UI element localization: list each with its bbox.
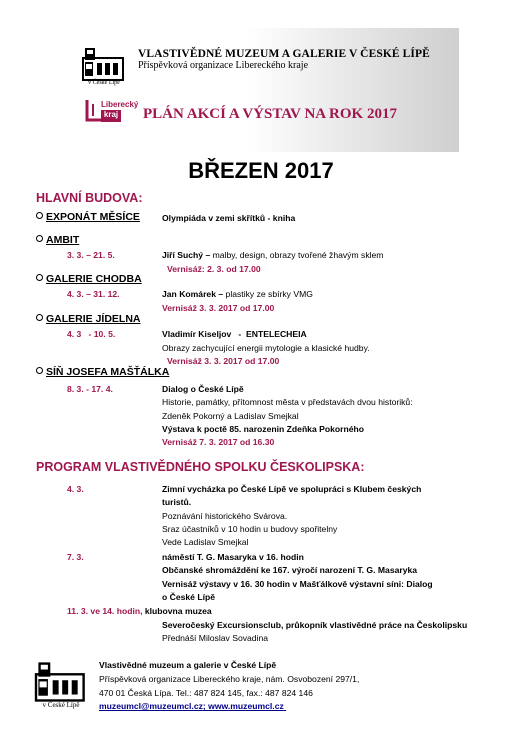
chodba-artist: Jan Komárek – (162, 289, 224, 299)
category-label: GALERIE CHODBA (46, 273, 142, 285)
event1-line1: Zimní vycházka po České Lípě ve spolupráci s Klubem českých (162, 484, 422, 494)
event1-line3: Sraz účastníků v 10 hodin u budovy spořitelny (162, 524, 338, 534)
event1-line1b: turistů. (162, 497, 192, 507)
bullet-icon (36, 274, 43, 281)
link-tail (284, 701, 286, 711)
event3-line2: Přednáší Miloslav Sovadina (162, 633, 269, 643)
category-exponat (36, 211, 140, 223)
ambit-line1 (162, 250, 383, 260)
museum-subtitle: Příspěvková organizace Libereckého kraje (138, 60, 309, 71)
section-hlavni-budova: HLAVNÍ BUDOVA: (36, 191, 143, 205)
event2-line2: Občanské shromáždění ke 167. výročí narození T. G. Masaryka (162, 565, 418, 575)
jidelna-line2: Obrazy zachycující energii mytologie a klasické hudby. (162, 343, 370, 353)
web-link[interactable]: www.muzeumcl.cz (208, 701, 284, 711)
category-ambit (36, 234, 79, 246)
exponat-text: Olympiáda v zemi skřítků - kniha (162, 213, 296, 223)
category-sin-josefa-mastalka (36, 366, 169, 378)
event2-date: 7. 3. (67, 552, 84, 562)
sin-line2: Historie, památky, přítomnost města v představách dvou historiků: (162, 397, 413, 407)
bullet-icon (36, 367, 43, 374)
bullet-icon (36, 212, 43, 219)
chodba-desc: plastiky ze sbírky VMG (223, 289, 313, 299)
ambit-artist: Jiří Suchý – (162, 250, 211, 260)
month-title: BŘEZEN 2017 (188, 158, 334, 183)
event2-line3: Vernisáž výstavy v 16. 30 hodin v Mašťálkově výstavní síni: Dialog (162, 579, 433, 589)
bullet-icon (36, 235, 43, 242)
footer-logo-caption: v České Lípě (42, 701, 80, 709)
chodba-line1 (162, 289, 313, 299)
footer-line3: 470 01 Česká Lípa. Tel.: 487 824 145, fax.: 487 824 146 (99, 688, 313, 698)
logo-caption: v České Lípě (88, 80, 120, 86)
museum-title: VLASTIVĚDNÉ MUZEUM A GALERIE V ČESKÉ LÍPĚ (138, 48, 430, 60)
event3-place: klubovna muzea (142, 606, 212, 616)
event1-line4: Vede Ladislav Smejkal (162, 537, 249, 547)
plan-title: PLÁN AKCÍ A VÝSTAV NA ROK 2017 (143, 106, 397, 122)
museum-logo (80, 46, 128, 88)
category-label: GALERIE JÍDELNA (46, 313, 141, 325)
chodba-vernisaz: Vernisáž 3. 3. 2017 od 17.00 (162, 303, 275, 313)
sin-line4: Výstava k poctě 85. narozenin Zdeňka Pokorného (162, 424, 365, 434)
ambit-vernisaz: Vernisáž: 2. 3. od 17.00 (167, 264, 261, 274)
bullet-icon (36, 314, 43, 321)
lk-logo-line1: Liberecký (101, 100, 139, 109)
ambit-desc: malby, design, obrazy tvořené žhavým sklem (210, 250, 384, 260)
ambit-date: 3. 3. – 21. 5. (67, 250, 115, 260)
chodba-date: 4. 3. – 31. 12. (67, 289, 120, 299)
event1-date: 4. 3. (67, 484, 84, 494)
header-banner (73, 28, 459, 152)
lk-logo-line2: kraj (101, 110, 121, 122)
event3-line1: Severočeský Excursionsclub, průkopník vlastivědné práce na Českolipsku (162, 620, 468, 630)
jidelna-date: 4. 3 - 10. 5. (67, 329, 116, 339)
footer-museum-logo (32, 660, 90, 710)
category-label: EXPONÁT MĚSÍCE (46, 211, 140, 223)
category-galerie-chodba (36, 273, 142, 285)
event3-date-time: 11. 3. ve 14. hodin, (67, 606, 143, 616)
section-program-spolku: PROGRAM VLASTIVĚDNÉHO SPOLKU ČESKOLIPSKA: (36, 460, 365, 474)
email-link[interactable]: muzeumcl@muzeumcl.cz (99, 701, 203, 711)
event1-line2: Poznávání historického Svárova. (162, 511, 288, 521)
event3-date (67, 606, 212, 616)
category-galerie-jidelna (36, 313, 141, 325)
jidelna-vernisaz: Vernisáž 3. 3. 2017 od 17.00 (167, 356, 280, 366)
footer-links (99, 701, 286, 711)
event2-line1: náměstí T. G. Masaryka v 16. hodin (162, 552, 304, 562)
footer-line2: Příspěvková organizace Libereckého kraje, nám. Osvobození 297/1, (99, 674, 360, 684)
event2-line3b: o České Lípě (162, 592, 216, 602)
jidelna-line1: Vladimír Kiseljov - ENTELECHEIA (162, 329, 307, 339)
liberecky-kraj-logo (83, 98, 139, 126)
footer-line1: Vlastivědné muzeum a galerie v České Lípě (99, 660, 277, 670)
sin-line3: Zdeněk Pokorný a Ladislav Smejkal (162, 411, 299, 421)
sin-line1: Dialog o České Lípě (162, 384, 244, 394)
category-label: SÍŇ JOSEFA MAŠŤÁLKA (46, 366, 170, 378)
sin-vernisaz: Vernisáž 7. 3. 2017 od 16.30 (162, 437, 275, 447)
category-label: AMBIT (46, 234, 80, 246)
sin-date: 8. 3. - 17. 4. (67, 384, 113, 394)
link-separator: ; (202, 701, 209, 711)
